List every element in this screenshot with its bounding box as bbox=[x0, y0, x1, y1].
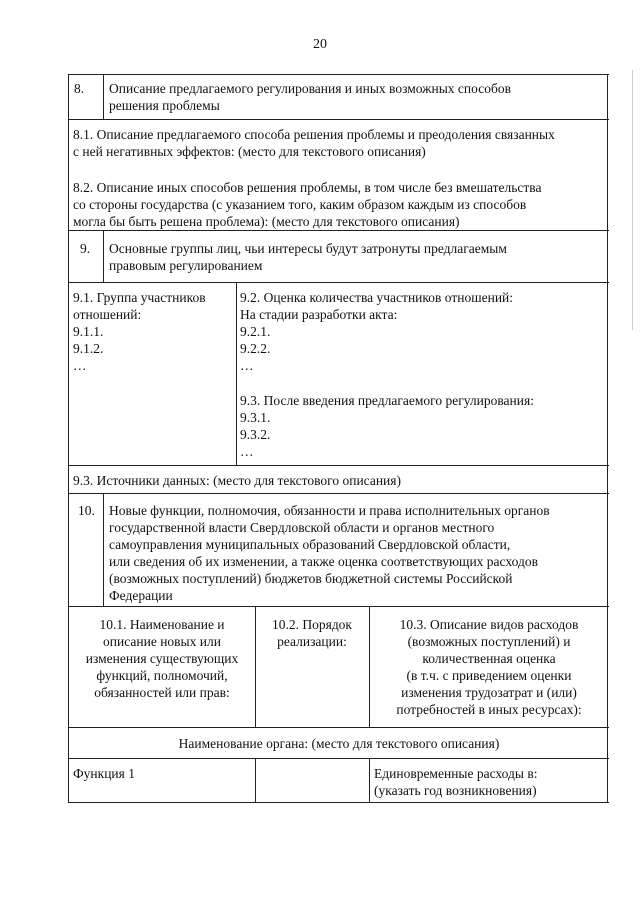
section-10-title-line: самоуправления муниципальных образований Свердловской области, bbox=[109, 537, 511, 552]
section-8-number: 8. bbox=[74, 81, 85, 96]
page-number: 20 bbox=[313, 37, 327, 52]
section-8-title-line1: Описание предлагаемого регулирования и иных возможных способов bbox=[109, 81, 511, 96]
form-table bbox=[68, 74, 608, 803]
row-border bbox=[69, 727, 609, 728]
section-9-2-item: 9.2.1. bbox=[240, 324, 271, 339]
section-9-3-item: 9.3.2. bbox=[240, 427, 271, 442]
section-9-3-ellipsis: … bbox=[240, 444, 254, 459]
col-divider bbox=[255, 758, 256, 802]
section-10-title-line: государственной власти Свердловской области и органов местного bbox=[109, 520, 495, 535]
scan-edge-mark bbox=[632, 70, 633, 330]
section-8-title-line2: решения проблемы bbox=[109, 98, 220, 113]
section-9-1-heading-line1: 9.1. Группа участников bbox=[73, 290, 206, 305]
section-10-1-heading-line: функций, полномочий, bbox=[96, 668, 228, 683]
section-9-3-item: 9.3.1. bbox=[240, 410, 271, 425]
section-10-3-heading-line: (возможных поступлений) и bbox=[407, 634, 571, 649]
row-border-top bbox=[69, 74, 609, 75]
section-10-title-line: (возможных поступлений) бюджетов бюджетной системы Российской bbox=[109, 571, 513, 586]
row-border bbox=[69, 606, 609, 607]
section-9-title-line2: правовым регулированием bbox=[109, 258, 263, 273]
col-divider bbox=[236, 282, 237, 465]
row-border bbox=[69, 282, 609, 283]
section-9-2-heading: 9.2. Оценка количества участников отношений: bbox=[240, 290, 514, 305]
section-10-organ: Наименование органа: (место для текстового описания) bbox=[178, 736, 500, 751]
section-10-2-heading-line: реализации: bbox=[277, 634, 347, 649]
section-9-1-item: 9.1.2. bbox=[73, 341, 104, 356]
col-divider bbox=[103, 230, 104, 282]
section-9-3-stage: 9.3. После введения предлагаемого регулирования: bbox=[240, 393, 534, 408]
section-10-title-line: Новые функции, полномочия, обязанности и права исполнительных органов bbox=[109, 503, 550, 518]
section-10-2-heading-line: 10.2. Порядок bbox=[271, 617, 352, 632]
section-10-number: 10. bbox=[78, 503, 95, 518]
section-9-number: 9. bbox=[80, 241, 91, 256]
section-8-2-line1: 8.2. Описание иных способов решения проблемы, в том числе без вмешательства bbox=[73, 180, 542, 195]
section-8-2-line3: могла бы быть решена проблема): (место для текстового описания) bbox=[73, 214, 460, 229]
section-9-1-heading-line2: отношений: bbox=[73, 307, 142, 322]
section-10-3-heading-line: изменения трудозатрат и (или) bbox=[401, 685, 577, 700]
section-10-3-heading-line: 10.3. Описание видов расходов bbox=[399, 617, 579, 632]
function-1-cell: Функция 1 bbox=[73, 766, 135, 781]
row-border bbox=[69, 493, 609, 494]
section-10-1-heading-line: 10.1. Наименование и bbox=[99, 617, 225, 632]
section-9-1-ellipsis: … bbox=[73, 358, 87, 373]
row-border bbox=[69, 758, 609, 759]
section-10-title-line: Федерации bbox=[109, 588, 173, 603]
costs-line1: Единовременные расходы в: bbox=[374, 766, 538, 781]
section-9-1-item: 9.1.1. bbox=[73, 324, 104, 339]
col-divider bbox=[103, 493, 104, 606]
costs-line2: (указать год возникновения) bbox=[374, 783, 537, 798]
col-divider bbox=[369, 758, 370, 802]
section-9-2-item: 9.2.2. bbox=[240, 341, 271, 356]
section-9-title-line1: Основные группы лиц, чьи интересы будут затронуты предлагаемым bbox=[109, 241, 507, 256]
section-10-3-heading-line: количественная оценка bbox=[422, 651, 556, 666]
section-8-2-line2: со стороны государства (с указанием того, каким образом каждым из способов bbox=[73, 197, 527, 212]
section-10-1-heading-line: обязанностей или прав: bbox=[94, 685, 230, 700]
section-9-sources: 9.3. Источники данных: (место для текстового описания) bbox=[73, 473, 401, 488]
section-10-title-line: или сведения об их изменении, а также оценка соответствующих расходов bbox=[109, 554, 538, 569]
section-10-1-heading-line: описание новых или bbox=[103, 634, 221, 649]
row-border bbox=[69, 230, 609, 231]
section-8-1-line2: с ней негативных эффектов: (место для текстового описания) bbox=[73, 144, 426, 159]
section-8-1-line1: 8.1. Описание предлагаемого способа решения проблемы и преодоления связанных bbox=[73, 127, 555, 142]
row-border bbox=[69, 119, 609, 120]
col-divider bbox=[103, 74, 104, 119]
section-10-1-heading-line: изменения существующих bbox=[85, 651, 239, 666]
section-9-2-ellipsis: … bbox=[240, 358, 254, 373]
section-10-3-heading-line: (в т.ч. с приведением оценки bbox=[406, 668, 572, 683]
row-border bbox=[69, 465, 609, 466]
row-border-bottom bbox=[69, 802, 609, 803]
section-9-2-stage: На стадии разработки акта: bbox=[240, 307, 398, 322]
section-10-3-heading-line: потребностей в иных ресурсах): bbox=[396, 702, 582, 717]
